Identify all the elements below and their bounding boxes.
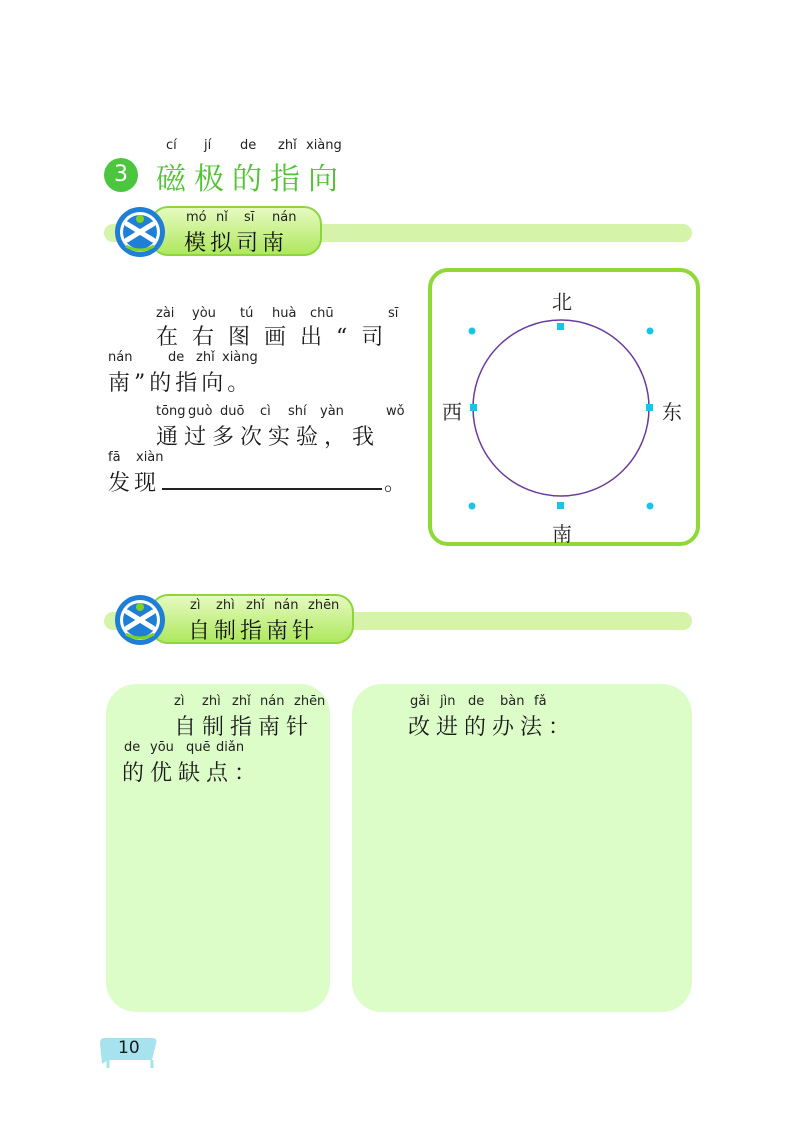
pinyin-syllable: fā — [108, 450, 121, 465]
pinyin-syllable: yàn — [320, 404, 344, 419]
pinyin-syllable: zài — [156, 306, 175, 321]
activity-line3: 通过多次实验，我 — [156, 425, 381, 450]
pinyin-syllable: yōu — [150, 740, 174, 755]
pinyin-syllable: nán — [260, 694, 285, 709]
pinyin-syllable: yòu — [192, 306, 216, 321]
pinyin-syllable: wǒ — [386, 404, 405, 419]
activity-line2: 南”的指向。 — [108, 371, 254, 396]
pinyin-syllable: guò — [188, 404, 213, 419]
pinyin-syllable: duō — [220, 404, 245, 419]
pinyin-syllable: nán — [108, 350, 133, 365]
compass-north-label: 北 — [552, 290, 572, 314]
pinyin-syllable: cì — [260, 404, 271, 419]
pinyin-syllable: de — [468, 694, 485, 709]
pinyin-syllable: bàn — [500, 694, 525, 709]
pinyin-syllable: zhǐ — [196, 350, 215, 365]
pinyin-syllable: mó — [186, 210, 207, 225]
pinyin-syllable: zì — [190, 598, 201, 613]
activity-line4-end: 。 — [384, 471, 419, 496]
explore-logo-icon — [114, 594, 166, 646]
pinyin-syllable: zhǐ — [278, 138, 297, 153]
left-panel-line2: 的优缺点： — [122, 761, 263, 786]
activity-line1: 在右图画出“司 — [156, 325, 398, 350]
page-title: 磁极的指向 — [156, 162, 346, 197]
pinyin-syllable: zhǐ — [246, 598, 265, 613]
pinyin-syllable: sī — [388, 306, 399, 321]
pinyin-syllable: xiàng — [222, 350, 258, 365]
left-panel-line1: 自制指南针 — [174, 715, 315, 740]
pinyin-syllable: nǐ — [216, 210, 228, 225]
section-title: 模拟司南 — [184, 231, 289, 256]
pinyin-syllable: jìn — [440, 694, 456, 709]
pinyin-syllable: diǎn — [216, 740, 245, 755]
pinyin-syllable: xiàn — [136, 450, 164, 465]
pinyin-syllable: de — [124, 740, 141, 755]
pinyin-syllable: huà — [272, 306, 297, 321]
pinyin-syllable: sī — [244, 210, 255, 225]
pinyin-syllable: gǎi — [410, 694, 430, 709]
pinyin-syllable: nán — [274, 598, 299, 613]
pinyin-syllable: tú — [240, 306, 254, 321]
lesson-number-badge: 3 — [104, 158, 138, 192]
explore-logo-icon — [114, 206, 166, 258]
pinyin-syllable: nán — [272, 210, 297, 225]
pinyin-syllable: cí — [166, 138, 177, 153]
pinyin-syllable: de — [168, 350, 185, 365]
right-panel-line1: 改进的办法： — [408, 715, 577, 740]
pinyin-syllable: zhì — [202, 694, 221, 709]
pinyin-syllable: zhì — [216, 598, 235, 613]
compass-east-label: 东 — [662, 400, 682, 424]
pinyin-syllable: fǎ — [534, 694, 547, 709]
pinyin-syllable: zhǐ — [232, 694, 251, 709]
pinyin-syllable: zì — [174, 694, 185, 709]
pinyin-syllable: de — [240, 138, 257, 153]
answer-blank-line[interactable] — [162, 488, 382, 490]
pinyin-syllable: jí — [204, 138, 212, 153]
compass-west-label: 西 — [442, 400, 462, 424]
pinyin-syllable: zhēn — [308, 598, 340, 613]
compass-south-label: 南 — [552, 522, 572, 546]
pinyin-syllable: quē — [186, 740, 211, 755]
pinyin-syllable: tōng — [156, 404, 186, 419]
pinyin-syllable: shí — [288, 404, 307, 419]
page-number: 10 — [118, 1038, 140, 1058]
activity-line4-start: 发现 — [108, 471, 161, 496]
section-title: 自制指南针 — [188, 619, 319, 644]
pinyin-syllable: xiàng — [306, 138, 342, 153]
pinyin-syllable: zhēn — [294, 694, 326, 709]
pinyin-syllable: chū — [310, 306, 334, 321]
